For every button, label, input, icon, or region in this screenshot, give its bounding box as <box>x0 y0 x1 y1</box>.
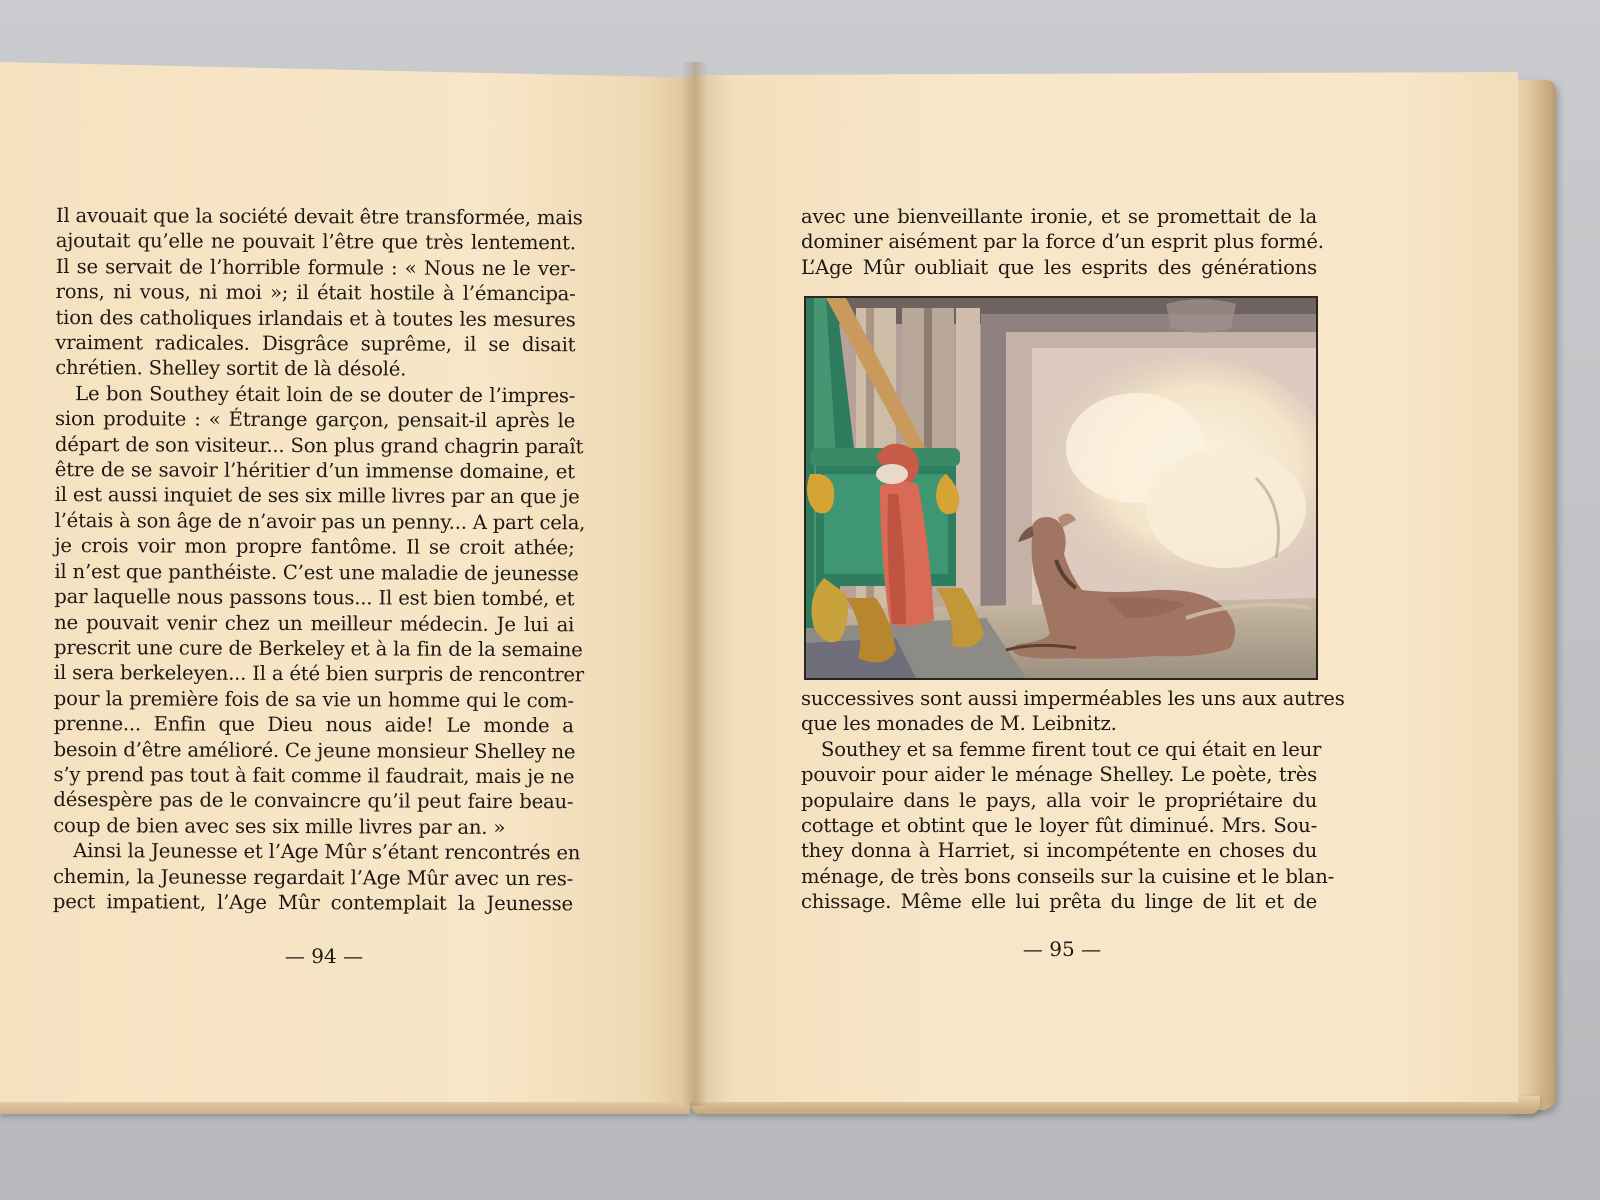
text-line: pect impatient, l’Age Mûr contemplait la Jeunesse <box>52 889 573 916</box>
text-line: tion des catholiques irlandais et à toutes les mesures <box>55 305 576 331</box>
text-line: chissage. Même elle lui prêta du linge de lit et de <box>801 890 1317 914</box>
text-line: il n’est que panthéiste. C’est une maladie de jeunesse <box>54 559 579 585</box>
text-line: pour la première fois de sa vie un homme qui le com- <box>53 686 574 712</box>
text-line: L’Age Mûr oubliait que les esprits des générations <box>801 255 1317 279</box>
text-line: je crois voir mon propre fantôme. Il se croit athée; <box>54 534 575 560</box>
right-page-text-top <box>801 204 1324 280</box>
text-line: que les monades de M. Leibnitz. <box>801 712 1117 736</box>
text-line: rons, ni vous, ni moi »; il était hostile à l’émancipa- <box>55 280 576 306</box>
text-line: Le bon Southey était loin de se douter de l’impres- <box>75 381 576 408</box>
text-line: l’étais à son âge de n’avoir pas un penny... A part cela, <box>54 508 586 535</box>
text-line: coup de bien avec ses six mille livres par an. » <box>53 813 506 839</box>
text-line: ajoutait qu’elle ne pouvait l’être que très lentement. <box>55 229 576 255</box>
text-line: Il avouait que la société devait être transformée, mais <box>55 203 583 230</box>
text-line: pouvoir pour aider le ménage Shelley. Le poète, très <box>801 763 1317 787</box>
text-line: avec une bienveillante ironie, et se promettait de la <box>801 205 1317 228</box>
book-gutter <box>682 62 708 1106</box>
text-line: départ de son visiteur... Son plus grand chagrin paraît <box>54 432 584 458</box>
text-line: successives sont aussi imperméables les uns aux autres <box>801 687 1345 710</box>
text-line: désespère pas de le convaincre qu’il peut faire beau- <box>53 788 574 814</box>
text-line: il sera berkeleyen... Il a été bien surpris de rencontrer <box>53 661 585 687</box>
illustration-greyhound-and-chair <box>804 296 1318 680</box>
text-line: Il se servait de l’horrible formule : « Nous ne le ver- <box>55 254 576 281</box>
text-line: they donna à Harriet, si incompétente en choses du <box>801 839 1317 863</box>
right-page-text-bottom <box>801 686 1345 915</box>
text-line: populaire dans le pays, alla voir le propriétaire du <box>801 788 1317 812</box>
text-line: s’y prend pas tout à fait comme il faudrait, mais je ne <box>53 762 575 789</box>
left-page-text <box>52 203 586 917</box>
text-line: dominer aisément par la force d’un esprit plus formé. <box>801 230 1324 254</box>
text-line: par laquelle nous passons tous... Il est bien tombé, et <box>54 585 575 611</box>
text-line: Southey et sa femme firent tout ce qui était en leur <box>821 737 1322 761</box>
page-number-right: — 95 — <box>1022 937 1102 961</box>
text-line: prescrit une cure de Berkeley et à la fin de la semaine <box>54 635 583 662</box>
text-line: il est aussi inquiet de ses six mille livres par an que je <box>54 483 580 509</box>
text-line: cottage et obtint que le loyer fût diminué. Mrs. Sou- <box>801 814 1317 838</box>
text-line: être de se savoir l’héritier d’un immense domaine, et <box>54 458 575 484</box>
text-line: sion produite : « Étrange garçon, pensait-il après le <box>55 407 576 433</box>
page-number-left: — 94 — <box>284 944 364 968</box>
text-line: chrétien. Shelley sortit de là désolé. <box>55 356 407 381</box>
text-line: Ainsi la Jeunesse et l’Age Mûr s’étant rencontrés en <box>73 839 581 865</box>
text-line: ménage, de très bons conseils sur la cuisine et le blan- <box>801 864 1335 888</box>
text-line: chemin, la Jeunesse regardait l’Age Mûr avec un res- <box>53 864 574 890</box>
text-line: prenne... Enfin que Dieu nous aide! Le monde a <box>53 712 574 738</box>
text-line: vraiment radicales. Disgrâce suprême, il se disait <box>55 331 576 357</box>
text-line: ne pouvait venir chez un meilleur médecin. Je lui ai <box>54 610 575 636</box>
text-line: besoin d’être amélioré. Ce jeune monsieur Shelley ne <box>53 737 576 763</box>
